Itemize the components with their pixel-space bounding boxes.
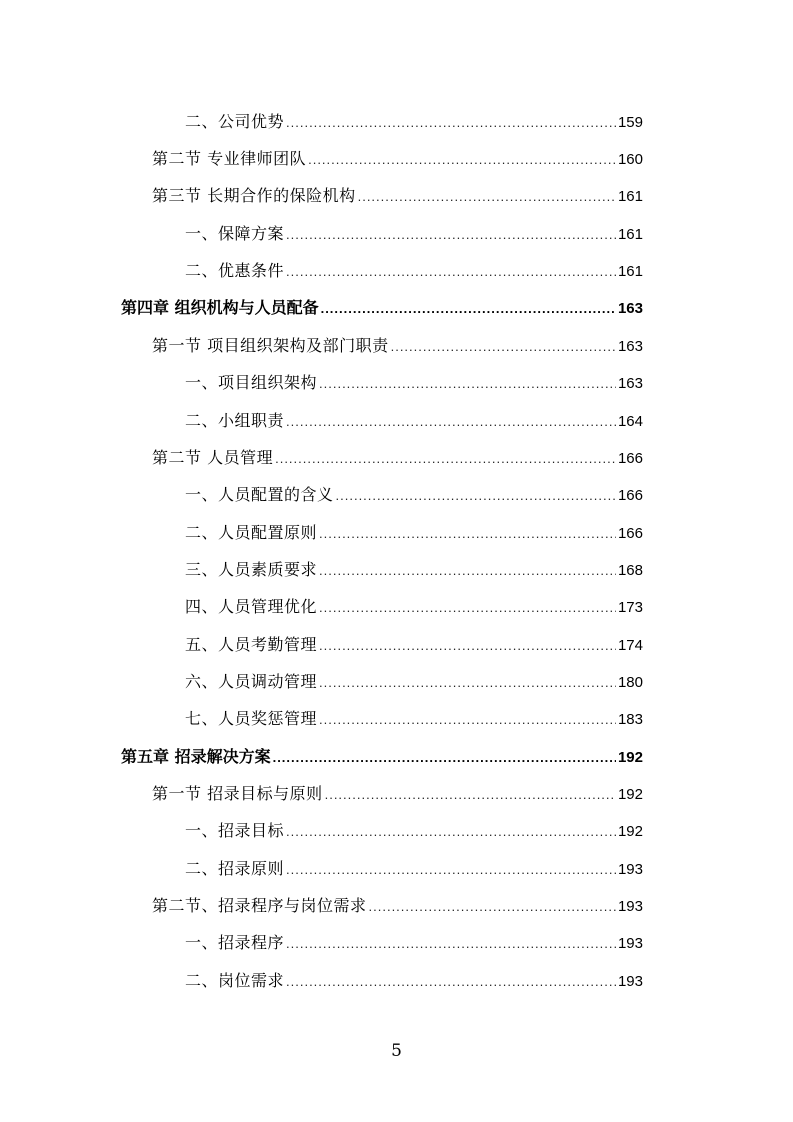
toc-entry-page: 163: [617, 338, 643, 355]
toc-entry-page: 163: [617, 300, 643, 317]
toc-entry-label: 七、人员奖惩管理: [185, 709, 318, 728]
dot-leader: [319, 712, 616, 727]
toc-entry[interactable]: [0, 221, 793, 243]
toc-entry[interactable]: [0, 109, 793, 131]
dot-leader: [319, 638, 616, 653]
toc-entry-label: 四、人员管理优化: [185, 597, 318, 616]
dot-leader: [369, 899, 616, 914]
dot-leader: [286, 824, 616, 839]
toc-entry[interactable]: [0, 408, 793, 430]
toc-chapter-entry[interactable]: [0, 744, 793, 766]
toc-entry[interactable]: [0, 781, 793, 803]
toc-entry-page: 161: [617, 188, 643, 205]
toc-entry-label: 二、优惠条件: [185, 261, 285, 280]
dot-leader: [308, 152, 616, 167]
toc-entry-label: 二、公司优势: [185, 112, 285, 131]
toc-entry-label: 一、保障方案: [185, 224, 285, 243]
toc-entry-label: 第三节 长期合作的保险机构: [152, 186, 356, 205]
toc-entry-label: 第一节 项目组织架构及部门职责: [152, 336, 389, 355]
toc-entry-page: 159: [617, 114, 643, 131]
dot-leader: [286, 115, 616, 130]
toc-entry-label: 一、人员配置的含义: [185, 485, 334, 504]
toc-entry[interactable]: [0, 669, 793, 691]
toc-entry-label: 第四章 组织机构与人员配备: [121, 298, 319, 317]
toc-entry-page: 174: [617, 637, 643, 654]
toc-entry-page: 164: [617, 413, 643, 430]
toc-entry-page: 193: [617, 898, 643, 915]
toc-entry-page: 193: [617, 935, 643, 952]
toc-entry[interactable]: [0, 818, 793, 840]
toc-entry-page: 160: [617, 151, 643, 168]
toc-entry-label: 二、岗位需求: [185, 971, 285, 990]
toc-entry-label: 一、项目组织架构: [185, 373, 318, 392]
toc-entry-label: 二、人员配置原则: [185, 523, 318, 542]
toc-entry[interactable]: [0, 258, 793, 280]
dot-leader: [286, 936, 616, 951]
dot-leader: [319, 563, 616, 578]
dot-leader: [319, 526, 616, 541]
toc-entry[interactable]: [0, 893, 793, 915]
toc-entry[interactable]: [0, 183, 793, 205]
toc-entry-page: 192: [617, 786, 643, 803]
toc-entry[interactable]: [0, 146, 793, 168]
toc-entry-label: 第五章 招录解决方案: [121, 747, 271, 766]
toc-entry[interactable]: [0, 557, 793, 579]
toc-entry[interactable]: [0, 445, 793, 467]
dot-leader: [319, 376, 616, 391]
toc-entry[interactable]: [0, 930, 793, 952]
dot-leader: [325, 787, 616, 802]
dot-leader: [275, 451, 616, 466]
toc-entry-page: 183: [617, 711, 643, 728]
toc-entry-page: 161: [617, 226, 643, 243]
toc-entry-label: 三、人员素质要求: [185, 560, 318, 579]
dot-leader: [391, 339, 616, 354]
toc-entry-label: 一、招录目标: [185, 821, 285, 840]
toc-entry-label: 第一节 招录目标与原则: [152, 784, 323, 803]
toc-entry-page: 193: [617, 973, 643, 990]
toc-entry-label: 五、人员考勤管理: [185, 635, 318, 654]
toc-entry-label: 六、人员调动管理: [185, 672, 318, 691]
toc-entry-label: 二、小组职责: [185, 411, 285, 430]
toc-entry-page: 192: [617, 823, 643, 840]
dot-leader: [286, 264, 616, 279]
toc-entry[interactable]: [0, 632, 793, 654]
toc-entry-page: 180: [617, 674, 643, 691]
dot-leader: [286, 862, 616, 877]
toc-entry-page: 166: [617, 487, 643, 504]
toc-entry-page: 168: [617, 562, 643, 579]
toc-entry-label: 一、招录程序: [185, 933, 285, 952]
toc-entry[interactable]: [0, 706, 793, 728]
dot-leader: [358, 189, 616, 204]
toc-entry-label: 二、招录原则: [185, 859, 285, 878]
toc-entry-page: 161: [617, 263, 643, 280]
toc-entry-label: 第二节 人员管理: [152, 448, 274, 467]
dot-leader: [286, 227, 616, 242]
toc-entry[interactable]: [0, 968, 793, 990]
toc-entry-page: 193: [617, 861, 643, 878]
toc-entry-page: 192: [617, 749, 643, 766]
toc-chapter-entry[interactable]: [0, 295, 793, 317]
toc-entry-page: 163: [617, 375, 643, 392]
toc-entry[interactable]: [0, 482, 793, 504]
toc-entry[interactable]: [0, 370, 793, 392]
dot-leader: [286, 414, 616, 429]
dot-leader: [319, 600, 616, 615]
dot-leader: [321, 301, 616, 316]
toc-entry-label: 第二节、招录程序与岗位需求: [152, 896, 367, 915]
toc-entry-page: 166: [617, 450, 643, 467]
toc-entry[interactable]: [0, 594, 793, 616]
page-number: 5: [391, 1041, 402, 1061]
dot-leader: [286, 974, 616, 989]
toc-entry[interactable]: [0, 333, 793, 355]
toc-entry-page: 166: [617, 525, 643, 542]
toc-entry[interactable]: [0, 856, 793, 878]
dot-leader: [319, 675, 616, 690]
dot-leader: [336, 488, 616, 503]
toc-entry-label: 第二节 专业律师团队: [152, 149, 307, 168]
toc-entry-page: 173: [617, 599, 643, 616]
dot-leader: [273, 750, 616, 765]
toc-entry[interactable]: [0, 520, 793, 542]
